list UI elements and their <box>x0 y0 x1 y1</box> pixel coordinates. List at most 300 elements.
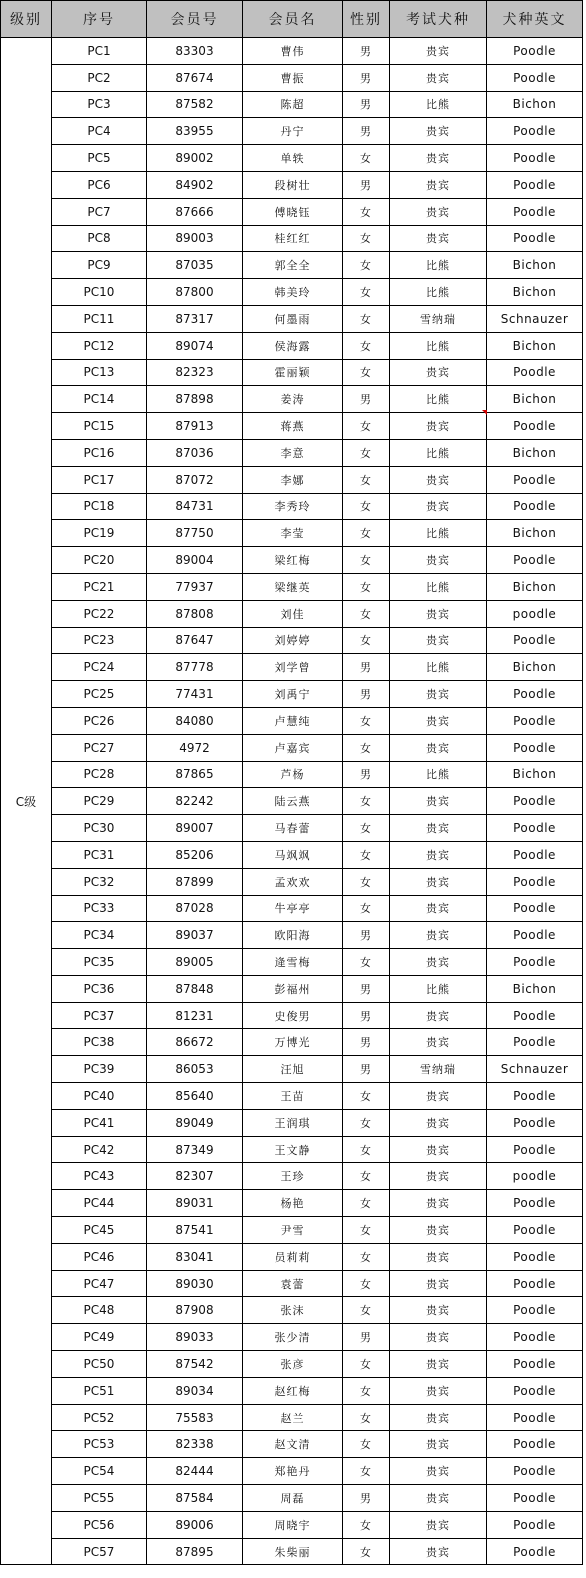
name-cell[interactable]: 刘禹宁 <box>243 681 343 708</box>
breed-cell[interactable]: 贵宾 <box>390 493 487 520</box>
eng-cell[interactable]: Poodle <box>487 1029 583 1056</box>
seq-cell[interactable]: PC38 <box>52 1029 147 1056</box>
eng-cell[interactable]: Poodle <box>487 788 583 815</box>
eng-cell[interactable]: Bichon <box>487 279 583 306</box>
gender-cell[interactable]: 女 <box>343 627 390 654</box>
gender-cell[interactable]: 男 <box>343 922 390 949</box>
eng-cell[interactable]: Poodle <box>487 1458 583 1485</box>
name-cell[interactable]: 曹伟 <box>243 38 343 65</box>
member-id-cell[interactable]: 89007 <box>147 815 243 842</box>
seq-cell[interactable]: PC43 <box>52 1163 147 1190</box>
name-cell[interactable]: 尹雪 <box>243 1217 343 1244</box>
eng-cell[interactable]: Poodle <box>487 413 583 440</box>
member-id-cell[interactable]: 89030 <box>147 1270 243 1297</box>
seq-cell[interactable]: PC1 <box>52 38 147 65</box>
name-cell[interactable]: 芦杨 <box>243 761 343 788</box>
member-id-cell[interactable]: 87778 <box>147 654 243 681</box>
name-cell[interactable]: 卢嘉宾 <box>243 734 343 761</box>
eng-cell[interactable]: Schnauzer <box>487 305 583 332</box>
eng-cell[interactable]: Poodle <box>487 707 583 734</box>
eng-cell[interactable]: Poodle <box>487 1136 583 1163</box>
seq-cell[interactable]: PC28 <box>52 761 147 788</box>
member-id-cell[interactable]: 87808 <box>147 600 243 627</box>
seq-cell[interactable]: PC41 <box>52 1109 147 1136</box>
eng-cell[interactable]: Poodle <box>487 1190 583 1217</box>
seq-cell[interactable]: PC15 <box>52 413 147 440</box>
member-id-cell[interactable]: 87349 <box>147 1136 243 1163</box>
member-id-cell[interactable]: 89037 <box>147 922 243 949</box>
seq-cell[interactable]: PC56 <box>52 1511 147 1538</box>
gender-cell[interactable]: 女 <box>343 788 390 815</box>
member-id-cell[interactable]: 87895 <box>147 1538 243 1565</box>
eng-cell[interactable]: Poodle <box>487 895 583 922</box>
name-cell[interactable]: 汪旭 <box>243 1056 343 1083</box>
seq-cell[interactable]: PC32 <box>52 868 147 895</box>
eng-cell[interactable]: Bichon <box>487 761 583 788</box>
seq-cell[interactable]: PC36 <box>52 975 147 1002</box>
breed-cell[interactable]: 贵宾 <box>390 1538 487 1565</box>
name-cell[interactable]: 梁红梅 <box>243 547 343 574</box>
gender-cell[interactable]: 女 <box>343 198 390 225</box>
breed-cell[interactable]: 贵宾 <box>390 788 487 815</box>
gender-cell[interactable]: 女 <box>343 1270 390 1297</box>
name-cell[interactable]: 郑艳丹 <box>243 1458 343 1485</box>
eng-cell[interactable]: Bichon <box>487 332 583 359</box>
gender-cell[interactable]: 女 <box>343 734 390 761</box>
seq-cell[interactable]: PC24 <box>52 654 147 681</box>
eng-cell[interactable]: Poodle <box>487 493 583 520</box>
name-cell[interactable]: 史俊男 <box>243 1002 343 1029</box>
name-cell[interactable]: 韩美玲 <box>243 279 343 306</box>
name-cell[interactable]: 傅晓钰 <box>243 198 343 225</box>
gender-cell[interactable]: 女 <box>343 520 390 547</box>
seq-cell[interactable]: PC14 <box>52 386 147 413</box>
member-id-cell[interactable]: 87541 <box>147 1217 243 1244</box>
name-cell[interactable]: 朱柴丽 <box>243 1538 343 1565</box>
member-id-cell[interactable]: 83955 <box>147 118 243 145</box>
gender-cell[interactable]: 女 <box>343 145 390 172</box>
eng-cell[interactable]: Poodle <box>487 1243 583 1270</box>
breed-cell[interactable]: 贵宾 <box>390 1029 487 1056</box>
name-cell[interactable]: 蒋燕 <box>243 413 343 440</box>
breed-cell[interactable]: 贵宾 <box>390 1243 487 1270</box>
breed-cell[interactable]: 贵宾 <box>390 145 487 172</box>
name-cell[interactable]: 侯海露 <box>243 332 343 359</box>
name-cell[interactable]: 王润琪 <box>243 1109 343 1136</box>
eng-cell[interactable]: Poodle <box>487 1270 583 1297</box>
seq-cell[interactable]: PC54 <box>52 1458 147 1485</box>
eng-cell[interactable]: Poodle <box>487 64 583 91</box>
breed-cell[interactable]: 雪纳瑞 <box>390 305 487 332</box>
breed-cell[interactable]: 贵宾 <box>390 1002 487 1029</box>
member-id-cell[interactable]: 84731 <box>147 493 243 520</box>
seq-cell[interactable]: PC7 <box>52 198 147 225</box>
gender-cell[interactable]: 男 <box>343 1029 390 1056</box>
breed-cell[interactable]: 贵宾 <box>390 547 487 574</box>
breed-cell[interactable]: 贵宾 <box>390 1511 487 1538</box>
breed-cell[interactable]: 比熊 <box>390 439 487 466</box>
eng-cell[interactable]: Poodle <box>487 922 583 949</box>
member-id-cell[interactable]: 87908 <box>147 1297 243 1324</box>
gender-cell[interactable]: 女 <box>343 815 390 842</box>
seq-cell[interactable]: PC17 <box>52 466 147 493</box>
member-id-cell[interactable]: 89031 <box>147 1190 243 1217</box>
eng-cell[interactable]: Poodle <box>487 466 583 493</box>
name-cell[interactable]: 李娜 <box>243 466 343 493</box>
seq-cell[interactable]: PC23 <box>52 627 147 654</box>
eng-cell[interactable]: Poodle <box>487 949 583 976</box>
eng-cell[interactable]: Poodle <box>487 1351 583 1378</box>
name-cell[interactable]: 郭全全 <box>243 252 343 279</box>
name-cell[interactable]: 丹宁 <box>243 118 343 145</box>
gender-cell[interactable]: 女 <box>343 547 390 574</box>
member-id-cell[interactable]: 85206 <box>147 841 243 868</box>
eng-cell[interactable]: Poodle <box>487 225 583 252</box>
eng-cell[interactable]: Poodle <box>487 38 583 65</box>
seq-cell[interactable]: PC29 <box>52 788 147 815</box>
seq-cell[interactable]: PC3 <box>52 91 147 118</box>
breed-cell[interactable]: 比熊 <box>390 654 487 681</box>
name-cell[interactable]: 王珍 <box>243 1163 343 1190</box>
seq-cell[interactable]: PC2 <box>52 64 147 91</box>
eng-cell[interactable]: Poodle <box>487 841 583 868</box>
member-id-cell[interactable]: 89033 <box>147 1324 243 1351</box>
eng-cell[interactable]: Poodle <box>487 627 583 654</box>
name-cell[interactable]: 刘学曾 <box>243 654 343 681</box>
member-id-cell[interactable]: 87542 <box>147 1351 243 1378</box>
eng-cell[interactable]: Bichon <box>487 386 583 413</box>
breed-cell[interactable]: 贵宾 <box>390 841 487 868</box>
seq-cell[interactable]: PC48 <box>52 1297 147 1324</box>
breed-cell[interactable]: 雪纳瑞 <box>390 1056 487 1083</box>
breed-cell[interactable]: 比熊 <box>390 520 487 547</box>
member-id-cell[interactable]: 87750 <box>147 520 243 547</box>
seq-cell[interactable]: PC35 <box>52 949 147 976</box>
gender-cell[interactable]: 男 <box>343 975 390 1002</box>
seq-cell[interactable]: PC25 <box>52 681 147 708</box>
breed-cell[interactable]: 贵宾 <box>390 1351 487 1378</box>
seq-cell[interactable]: PC52 <box>52 1404 147 1431</box>
breed-cell[interactable]: 贵宾 <box>390 895 487 922</box>
seq-cell[interactable]: PC22 <box>52 600 147 627</box>
seq-cell[interactable]: PC6 <box>52 171 147 198</box>
name-cell[interactable]: 张沫 <box>243 1297 343 1324</box>
seq-cell[interactable]: PC39 <box>52 1056 147 1083</box>
member-id-cell[interactable]: 82338 <box>147 1431 243 1458</box>
eng-cell[interactable]: Poodle <box>487 1109 583 1136</box>
breed-cell[interactable]: 贵宾 <box>390 1431 487 1458</box>
eng-cell[interactable]: Poodle <box>487 815 583 842</box>
gender-cell[interactable]: 女 <box>343 332 390 359</box>
breed-cell[interactable]: 贵宾 <box>390 1270 487 1297</box>
breed-cell[interactable]: 贵宾 <box>390 225 487 252</box>
gender-cell[interactable]: 女 <box>343 1404 390 1431</box>
breed-cell[interactable]: 贵宾 <box>390 1190 487 1217</box>
name-cell[interactable]: 李意 <box>243 439 343 466</box>
eng-cell[interactable]: Poodle <box>487 734 583 761</box>
seq-cell[interactable]: PC5 <box>52 145 147 172</box>
gender-cell[interactable]: 女 <box>343 1190 390 1217</box>
breed-cell[interactable]: 贵宾 <box>390 1083 487 1110</box>
breed-cell[interactable]: 贵宾 <box>390 1458 487 1485</box>
seq-cell[interactable]: PC13 <box>52 359 147 386</box>
breed-cell[interactable]: 贵宾 <box>390 1297 487 1324</box>
seq-cell[interactable]: PC30 <box>52 815 147 842</box>
eng-cell[interactable]: Poodle <box>487 681 583 708</box>
name-cell[interactable]: 单轶 <box>243 145 343 172</box>
member-id-cell[interactable]: 83041 <box>147 1243 243 1270</box>
name-cell[interactable]: 马春蕾 <box>243 815 343 842</box>
gender-cell[interactable]: 女 <box>343 1351 390 1378</box>
seq-cell[interactable]: PC10 <box>52 279 147 306</box>
seq-cell[interactable]: PC49 <box>52 1324 147 1351</box>
member-id-cell[interactable]: 87317 <box>147 305 243 332</box>
gender-cell[interactable]: 女 <box>343 279 390 306</box>
name-cell[interactable]: 桂红红 <box>243 225 343 252</box>
name-cell[interactable]: 赵兰 <box>243 1404 343 1431</box>
name-cell[interactable]: 卢慧纯 <box>243 707 343 734</box>
name-cell[interactable]: 梁继英 <box>243 573 343 600</box>
name-cell[interactable]: 王文静 <box>243 1136 343 1163</box>
name-cell[interactable]: 段树壮 <box>243 171 343 198</box>
gender-cell[interactable]: 男 <box>343 171 390 198</box>
member-id-cell[interactable]: 83303 <box>147 38 243 65</box>
eng-cell[interactable]: poodle <box>487 600 583 627</box>
seq-cell[interactable]: PC27 <box>52 734 147 761</box>
gender-cell[interactable]: 男 <box>343 1324 390 1351</box>
eng-cell[interactable]: Bichon <box>487 654 583 681</box>
member-id-cell[interactable]: 82444 <box>147 1458 243 1485</box>
eng-cell[interactable]: Poodle <box>487 1511 583 1538</box>
eng-cell[interactable]: Poodle <box>487 1377 583 1404</box>
seq-cell[interactable]: PC12 <box>52 332 147 359</box>
gender-cell[interactable]: 女 <box>343 1217 390 1244</box>
name-cell[interactable]: 周晓宇 <box>243 1511 343 1538</box>
name-cell[interactable]: 杨艳 <box>243 1190 343 1217</box>
name-cell[interactable]: 赵红梅 <box>243 1377 343 1404</box>
breed-cell[interactable]: 贵宾 <box>390 1217 487 1244</box>
gender-cell[interactable]: 女 <box>343 841 390 868</box>
seq-cell[interactable]: PC37 <box>52 1002 147 1029</box>
level-cell[interactable]: C级 <box>1 38 52 1565</box>
breed-cell[interactable]: 贵宾 <box>390 627 487 654</box>
name-cell[interactable]: 何墨雨 <box>243 305 343 332</box>
eng-cell[interactable]: Poodle <box>487 359 583 386</box>
seq-cell[interactable]: PC40 <box>52 1083 147 1110</box>
breed-cell[interactable]: 贵宾 <box>390 1377 487 1404</box>
eng-cell[interactable]: Bichon <box>487 520 583 547</box>
breed-cell[interactable]: 比熊 <box>390 279 487 306</box>
seq-cell[interactable]: PC21 <box>52 573 147 600</box>
name-cell[interactable]: 张少清 <box>243 1324 343 1351</box>
name-cell[interactable]: 马飒飒 <box>243 841 343 868</box>
gender-cell[interactable]: 女 <box>343 600 390 627</box>
member-id-cell[interactable]: 85640 <box>147 1083 243 1110</box>
gender-cell[interactable]: 女 <box>343 466 390 493</box>
name-cell[interactable]: 牛亭亭 <box>243 895 343 922</box>
gender-cell[interactable]: 女 <box>343 1136 390 1163</box>
member-id-cell[interactable]: 82307 <box>147 1163 243 1190</box>
seq-cell[interactable]: PC8 <box>52 225 147 252</box>
name-cell[interactable]: 霍丽颖 <box>243 359 343 386</box>
gender-cell[interactable]: 女 <box>343 225 390 252</box>
gender-cell[interactable]: 女 <box>343 359 390 386</box>
member-id-cell[interactable]: 77937 <box>147 573 243 600</box>
gender-cell[interactable]: 男 <box>343 1002 390 1029</box>
breed-cell[interactable]: 比熊 <box>390 386 487 413</box>
eng-cell[interactable]: poodle <box>487 1163 583 1190</box>
name-cell[interactable]: 周磊 <box>243 1485 343 1512</box>
eng-cell[interactable]: Bichon <box>487 439 583 466</box>
name-cell[interactable]: 李莹 <box>243 520 343 547</box>
breed-cell[interactable]: 比熊 <box>390 332 487 359</box>
member-id-cell[interactable]: 89002 <box>147 145 243 172</box>
member-id-cell[interactable]: 82242 <box>147 788 243 815</box>
member-id-cell[interactable]: 87666 <box>147 198 243 225</box>
breed-cell[interactable]: 贵宾 <box>390 1109 487 1136</box>
member-id-cell[interactable]: 87647 <box>147 627 243 654</box>
seq-cell[interactable]: PC26 <box>52 707 147 734</box>
name-cell[interactable]: 赵文清 <box>243 1431 343 1458</box>
gender-cell[interactable]: 女 <box>343 1431 390 1458</box>
name-cell[interactable]: 曹振 <box>243 64 343 91</box>
breed-cell[interactable]: 比熊 <box>390 975 487 1002</box>
seq-cell[interactable]: PC44 <box>52 1190 147 1217</box>
eng-cell[interactable]: Poodle <box>487 1538 583 1565</box>
eng-cell[interactable]: Poodle <box>487 198 583 225</box>
eng-cell[interactable]: Schnauzer <box>487 1056 583 1083</box>
member-id-cell[interactable]: 84080 <box>147 707 243 734</box>
member-id-cell[interactable]: 89005 <box>147 949 243 976</box>
member-id-cell[interactable]: 87036 <box>147 439 243 466</box>
breed-cell[interactable]: 比熊 <box>390 252 487 279</box>
eng-cell[interactable]: Poodle <box>487 1217 583 1244</box>
seq-cell[interactable]: PC11 <box>52 305 147 332</box>
gender-cell[interactable]: 男 <box>343 1485 390 1512</box>
gender-cell[interactable]: 女 <box>343 1083 390 1110</box>
name-cell[interactable]: 王苗 <box>243 1083 343 1110</box>
gender-cell[interactable]: 女 <box>343 1109 390 1136</box>
breed-cell[interactable]: 贵宾 <box>390 118 487 145</box>
breed-cell[interactable]: 贵宾 <box>390 681 487 708</box>
breed-cell[interactable]: 贵宾 <box>390 815 487 842</box>
member-id-cell[interactable]: 87865 <box>147 761 243 788</box>
breed-cell[interactable]: 比熊 <box>390 91 487 118</box>
breed-cell[interactable]: 贵宾 <box>390 922 487 949</box>
gender-cell[interactable]: 女 <box>343 949 390 976</box>
member-id-cell[interactable]: 89004 <box>147 547 243 574</box>
seq-cell[interactable]: PC55 <box>52 1485 147 1512</box>
breed-cell[interactable]: 贵宾 <box>390 1136 487 1163</box>
breed-cell[interactable]: 贵宾 <box>390 359 487 386</box>
seq-cell[interactable]: PC42 <box>52 1136 147 1163</box>
member-id-cell[interactable]: 82323 <box>147 359 243 386</box>
name-cell[interactable]: 李秀玲 <box>243 493 343 520</box>
breed-cell[interactable]: 贵宾 <box>390 413 487 440</box>
breed-cell[interactable]: 贵宾 <box>390 466 487 493</box>
member-id-cell[interactable]: 75583 <box>147 1404 243 1431</box>
member-id-cell[interactable]: 84902 <box>147 171 243 198</box>
gender-cell[interactable]: 女 <box>343 305 390 332</box>
eng-cell[interactable]: Poodle <box>487 1297 583 1324</box>
gender-cell[interactable]: 女 <box>343 1297 390 1324</box>
member-id-cell[interactable]: 87674 <box>147 64 243 91</box>
eng-cell[interactable]: Bichon <box>487 975 583 1002</box>
member-id-cell[interactable]: 89003 <box>147 225 243 252</box>
gender-cell[interactable]: 男 <box>343 681 390 708</box>
eng-cell[interactable]: Poodle <box>487 1431 583 1458</box>
eng-cell[interactable]: Poodle <box>487 171 583 198</box>
breed-cell[interactable]: 贵宾 <box>390 600 487 627</box>
gender-cell[interactable]: 男 <box>343 761 390 788</box>
breed-cell[interactable]: 比熊 <box>390 573 487 600</box>
gender-cell[interactable]: 男 <box>343 91 390 118</box>
member-id-cell[interactable]: 87913 <box>147 413 243 440</box>
member-id-cell[interactable]: 87584 <box>147 1485 243 1512</box>
breed-cell[interactable]: 贵宾 <box>390 949 487 976</box>
breed-cell[interactable]: 贵宾 <box>390 171 487 198</box>
gender-cell[interactable]: 男 <box>343 1056 390 1083</box>
seq-cell[interactable]: PC31 <box>52 841 147 868</box>
name-cell[interactable]: 万博光 <box>243 1029 343 1056</box>
name-cell[interactable]: 姜涛 <box>243 386 343 413</box>
seq-cell[interactable]: PC18 <box>52 493 147 520</box>
seq-cell[interactable]: PC4 <box>52 118 147 145</box>
member-id-cell[interactable]: 87582 <box>147 91 243 118</box>
member-id-cell[interactable]: 89074 <box>147 332 243 359</box>
name-cell[interactable]: 欧阳海 <box>243 922 343 949</box>
member-id-cell[interactable]: 87800 <box>147 279 243 306</box>
member-id-cell[interactable]: 87899 <box>147 868 243 895</box>
seq-cell[interactable]: PC47 <box>52 1270 147 1297</box>
member-id-cell[interactable]: 87028 <box>147 895 243 922</box>
seq-cell[interactable]: PC16 <box>52 439 147 466</box>
breed-cell[interactable]: 贵宾 <box>390 707 487 734</box>
seq-cell[interactable]: PC9 <box>52 252 147 279</box>
breed-cell[interactable]: 比熊 <box>390 761 487 788</box>
member-id-cell[interactable]: 81231 <box>147 1002 243 1029</box>
breed-cell[interactable]: 贵宾 <box>390 38 487 65</box>
breed-cell[interactable]: 贵宾 <box>390 1324 487 1351</box>
seq-cell[interactable]: PC19 <box>52 520 147 547</box>
eng-cell[interactable]: Bichon <box>487 573 583 600</box>
breed-cell[interactable]: 贵宾 <box>390 64 487 91</box>
gender-cell[interactable]: 女 <box>343 895 390 922</box>
member-id-cell[interactable]: 87072 <box>147 466 243 493</box>
gender-cell[interactable]: 女 <box>343 1163 390 1190</box>
gender-cell[interactable]: 男 <box>343 118 390 145</box>
gender-cell[interactable]: 女 <box>343 439 390 466</box>
gender-cell[interactable]: 女 <box>343 1243 390 1270</box>
eng-cell[interactable]: Poodle <box>487 547 583 574</box>
eng-cell[interactable]: Poodle <box>487 118 583 145</box>
member-id-cell[interactable]: 86672 <box>147 1029 243 1056</box>
member-id-cell[interactable]: 89049 <box>147 1109 243 1136</box>
name-cell[interactable]: 张彦 <box>243 1351 343 1378</box>
gender-cell[interactable]: 男 <box>343 654 390 681</box>
eng-cell[interactable]: Poodle <box>487 868 583 895</box>
eng-cell[interactable]: Poodle <box>487 1485 583 1512</box>
gender-cell[interactable]: 女 <box>343 1511 390 1538</box>
gender-cell[interactable]: 女 <box>343 252 390 279</box>
seq-cell[interactable]: PC20 <box>52 547 147 574</box>
eng-cell[interactable]: Poodle <box>487 1002 583 1029</box>
breed-cell[interactable]: 贵宾 <box>390 198 487 225</box>
name-cell[interactable]: 孟欢欢 <box>243 868 343 895</box>
eng-cell[interactable]: Poodle <box>487 1324 583 1351</box>
gender-cell[interactable]: 女 <box>343 1458 390 1485</box>
member-id-cell[interactable]: 86053 <box>147 1056 243 1083</box>
